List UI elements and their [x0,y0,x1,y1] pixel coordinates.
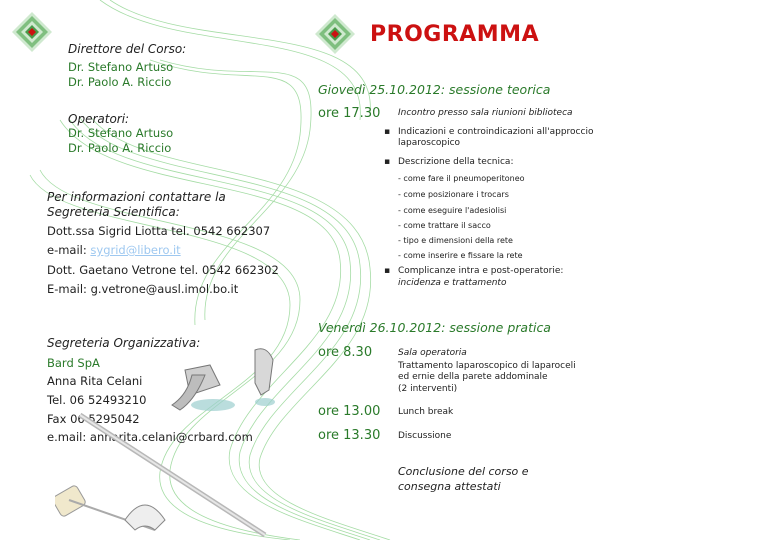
diamond-logo-icon [12,12,52,52]
closing-line-2: consegna attestati [398,480,501,493]
day2-item-2: Lunch break [398,407,454,417]
director-1: Dr. Stefano Artuso [68,60,174,74]
org-email: e.mail: annarita.celani@crbard.com [47,430,253,444]
email-1-label: e-mail: [47,243,87,257]
day2-item-1a: Sala operatoria [398,348,467,358]
org-tel: Tel. 06 52493210 [47,393,147,407]
day1-sub-1: - come fare il pneumoperitoneo [398,174,525,183]
day1-sub-2: - come posizionare i trocars [398,190,509,199]
contact-1: Dott.ssa Sigrid Liotta tel. 0542 662307 [47,224,271,238]
day1-bullet-3-continued: incidenza e trattamento [398,278,507,288]
day1-time: ore 17.30 [318,106,381,121]
director-label: Direttore del Corso: [68,42,187,56]
day1-bullet-1: ▪ Indicazioni e controindicazioni all'approccio laparoscopico [398,127,598,149]
day2-item-3: Discussione [398,431,452,441]
director-2: Dr. Paolo A. Riccio [68,75,172,89]
day2-item-1c: (2 interventi) [398,384,458,394]
surgical-instruments-image [55,330,295,540]
org-label: Segreteria Organizzativa: [47,336,201,350]
org-company: Bard SpA [47,356,100,370]
operators-label: Operatori: [68,112,130,126]
email-2: E-mail: g.vetrone@ausl.imol.bo.it [47,282,239,296]
day2-item-1b: Trattamento laparoscopico di laparoceli ed ernie della parete addominale [398,361,576,382]
day2-time-2: ore 13.00 [318,404,381,419]
day1-bullet-2: ▪ Descrizione della tecnica: [398,157,513,167]
day1-sub-4: - come trattare il sacco [398,221,491,230]
day2-time-3: ore 13.30 [318,428,381,443]
day1-intro: Incontro presso sala riunioni biblioteca [398,108,573,118]
org-person: Anna Rita Celani [47,374,143,388]
operator-1: Dr. Stefano Artuso [68,126,174,140]
closing-line-1: Conclusione del corso e [398,465,529,478]
page-title: PROGRAMMA [370,22,540,47]
day2-time-1: ore 8.30 [318,345,373,360]
org-fax: Fax 06 5295042 [47,412,140,426]
contact-2: Dott. Gaetano Vetrone tel. 0542 662302 [47,263,279,277]
diamond-logo-icon [315,14,355,54]
day1-sub-5: - tipo e dimensioni della rete [398,236,513,245]
info-label: Per informazioni contattare la Segreteria Scientifica: [47,190,226,219]
day2-title: Venerdì 26.10.2012: sessione pratica [318,320,551,335]
day1-sub-3: - come eseguire l'adesiolisi [398,206,507,215]
operator-2: Dr. Paolo A. Riccio [68,141,172,155]
day1-bullet-3: ▪ Complicanze intra e post-operatorie: [398,266,563,276]
email-1-row [47,243,181,257]
day1-title: Giovedì 25.10.2012: sessione teorica [318,82,551,97]
day1-sub-6: - come inserire e fissare la rete [398,251,523,260]
email-1-link[interactable]: sygrid@libero.it [90,243,181,257]
